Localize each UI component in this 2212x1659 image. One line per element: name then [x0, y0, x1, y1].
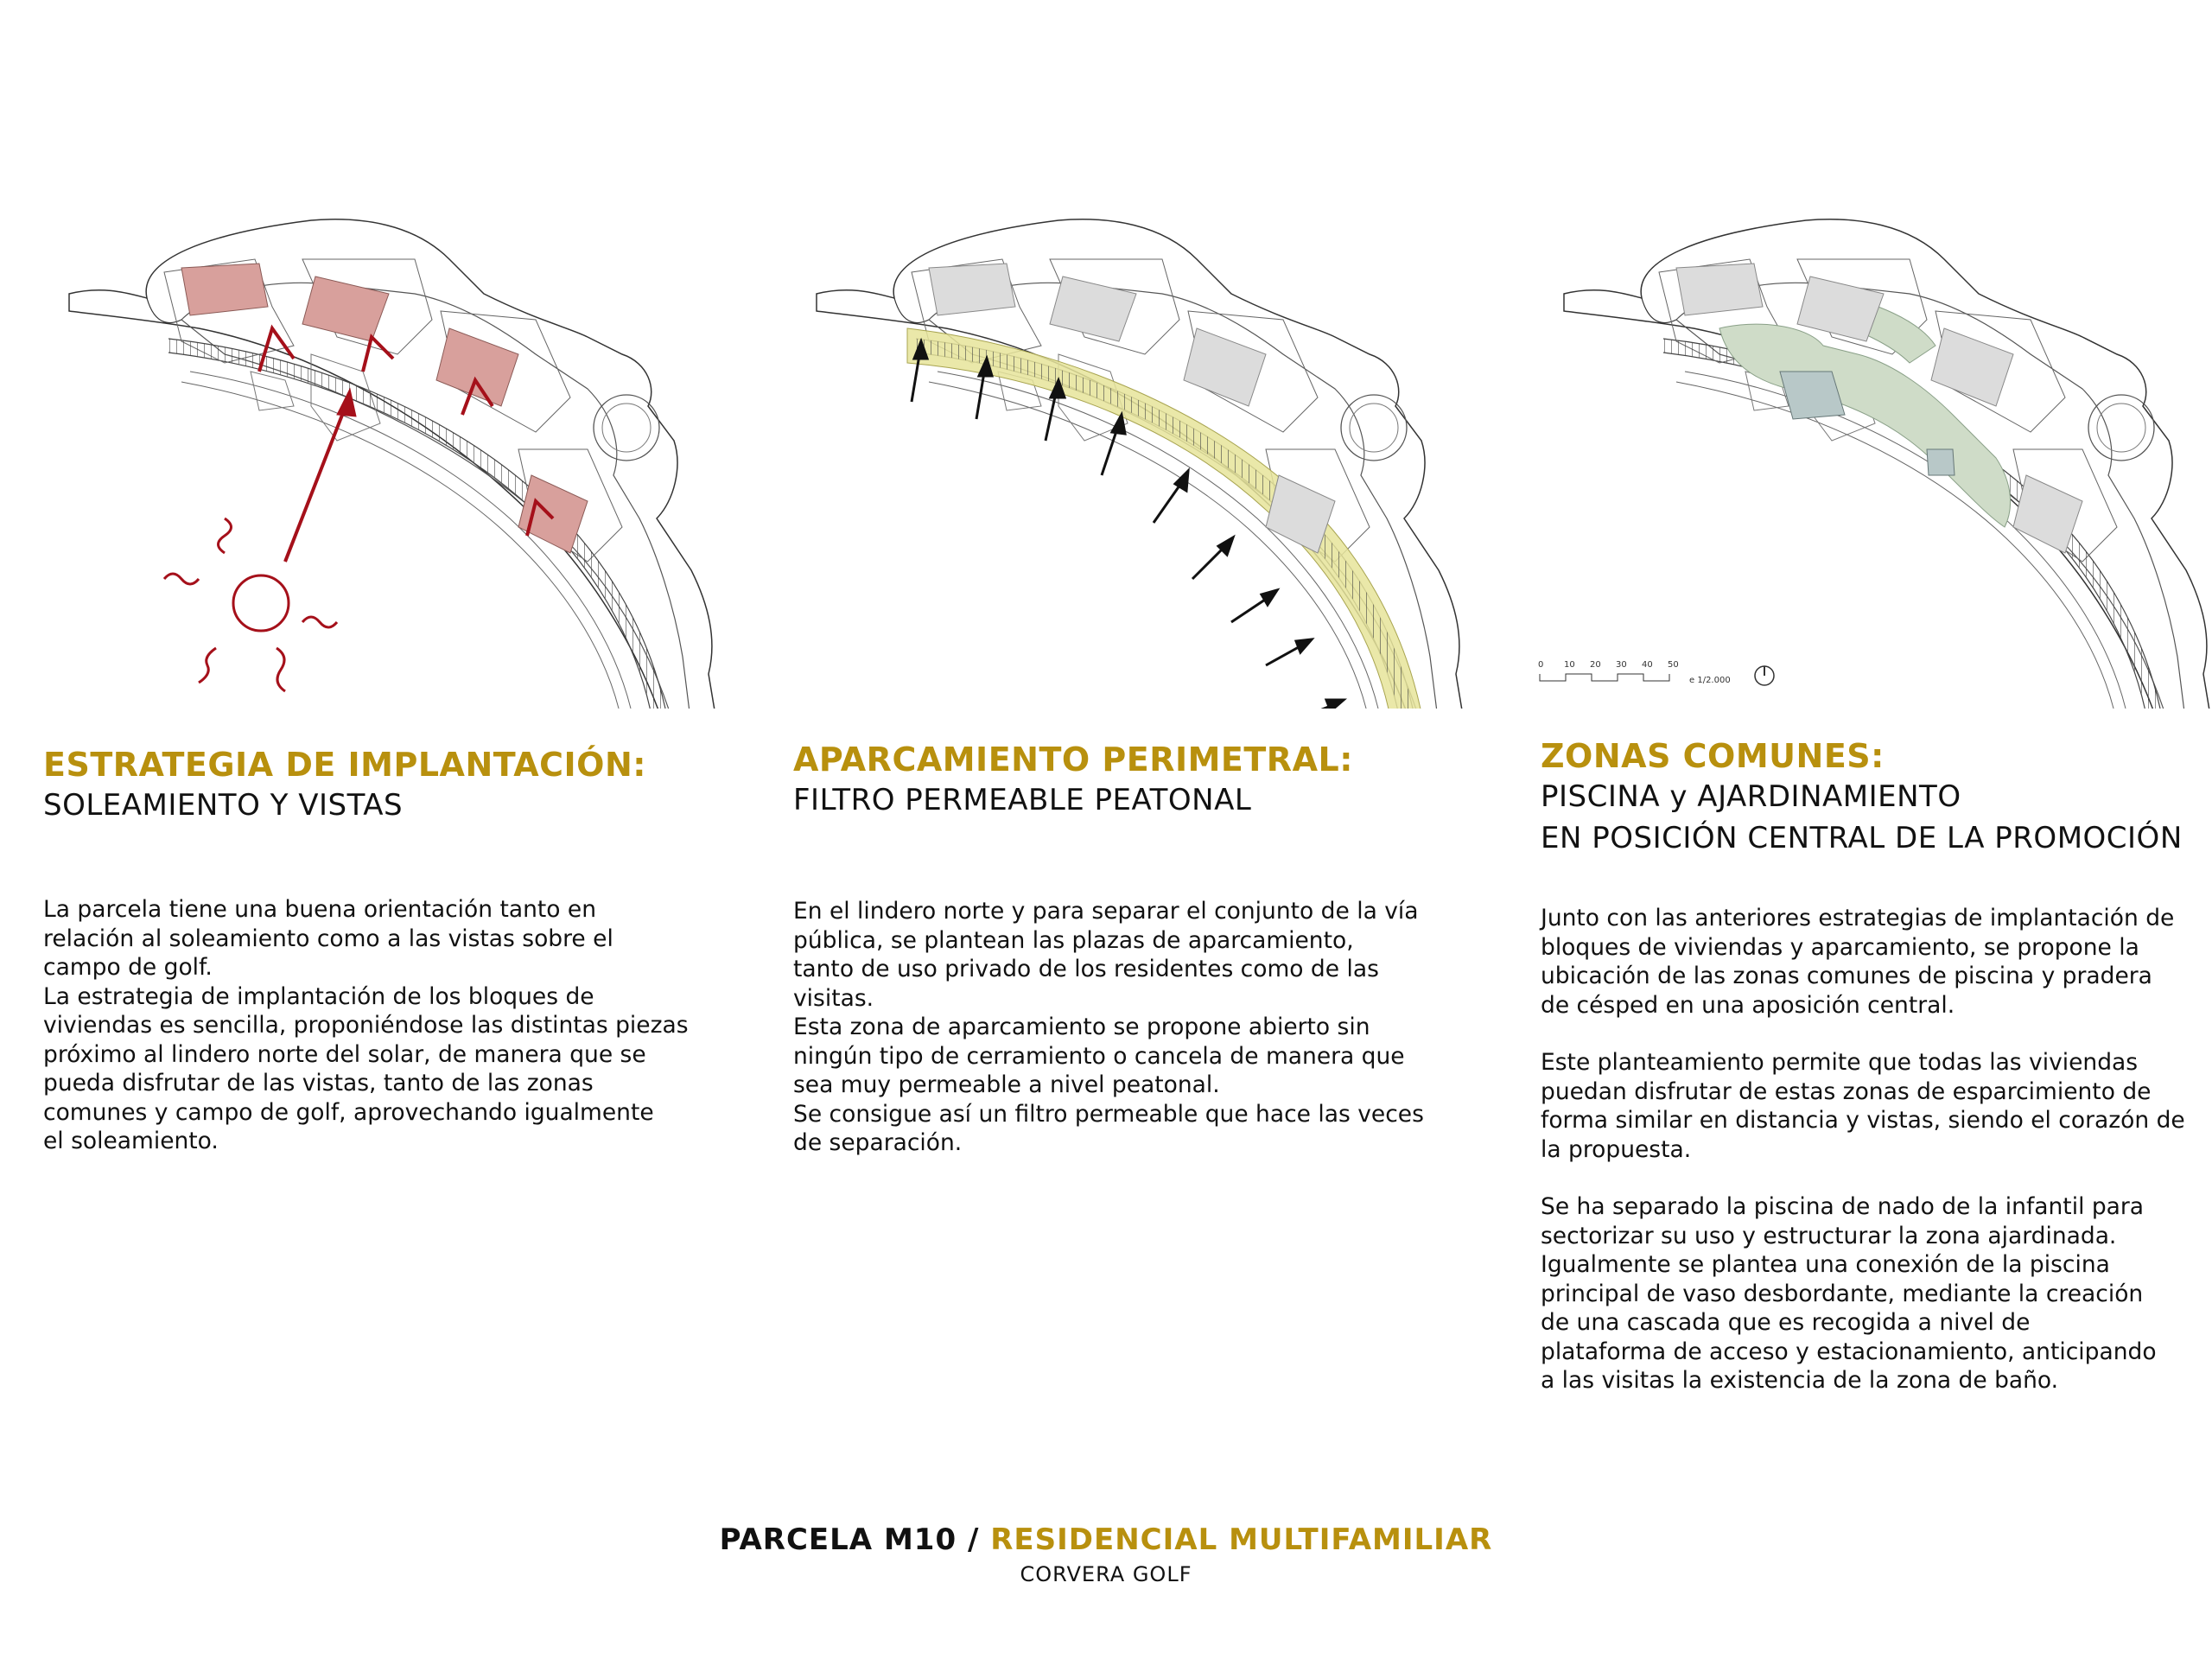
panel-2-text [793, 740, 1467, 1158]
panel-1-subtitle: SOLEAMIENTO Y VISTAS [43, 788, 404, 823]
footer-title [0, 1522, 2212, 1557]
footer [0, 1522, 2212, 1586]
scale-tick: 20 [1590, 660, 1601, 670]
scale-tick: 40 [1642, 660, 1653, 670]
sun-icon [164, 518, 337, 691]
panel-3-body: Junto con las anteriores estrategias de implantación de bloques de viviendas y aparcamiento, se propone la ubicación de las zonas comunes de piscina y pradera de césped en una aposición central. Este planteamiento permite que todas las viviendas puedan disfrutar de estas zonas de esparcimiento de forma similar en distancia y vistas, siendo el corazón de la propuesta. Se ha separado la piscina de nado de la infantil para sectorizar su uso y estructurar la zona ajardinada. Igualmente se plantea una conexión de la piscina principal de vaso desbordante, mediante la creación de una cascada que es recogida a nivel de plataforma de acceso y estacionamiento, anticipando a las visitas la existencia de la zona de baño. [1541, 905, 2185, 1394]
scale-tick: 50 [1668, 660, 1679, 670]
scale-tick: 30 [1616, 660, 1627, 670]
panel-1-text [43, 745, 717, 1156]
scale-tick: 10 [1564, 660, 1575, 670]
panel-1-title: ESTRATEGIA DE IMPLANTACIÓN: [43, 746, 646, 784]
north-arrow-icon [1755, 666, 1774, 685]
scale-tick: 0 [1538, 660, 1544, 670]
panel-3-subtitle-2: EN POSICIÓN CENTRAL DE LA PROMOCIÓN [1541, 821, 2183, 855]
scale-bar [1538, 657, 1780, 700]
footer-use: RESIDENCIAL MULTIFAMILIAR [990, 1522, 1493, 1557]
site-plan-soleamiento [35, 112, 717, 709]
scale-label: e 1/2.000 [1689, 676, 1731, 685]
panel-2-title: APARCAMIENTO PERIMETRAL: [793, 741, 1353, 779]
footer-place: CORVERA GOLF [1020, 1562, 1192, 1586]
panel-2-subtitle: FILTRO PERMEABLE PEATONAL [793, 783, 1252, 817]
footer-parcel: PARCELA M10 / [719, 1522, 991, 1557]
sun-arrow [285, 389, 356, 562]
panel-3-text [1541, 736, 2212, 1395]
site-plan-zonas-comunes [1529, 112, 2212, 709]
panel-3-title: ZONAS COMUNES: [1541, 737, 1885, 775]
panel-2-body: En el lindero norte y para separar el conjunto de la vía pública, se plantean las plazas de aparcamiento, tanto de uso privado de los residentes como de las visitas. Esta zona de aparcamiento se propone abierto sin ningún tipo de cerramiento o cancela de manera que sea muy permeable a nivel peatonal. Se consigue así un filtro permeable que hace las veces de separación. [793, 898, 1424, 1156]
panel-3-subtitle-1: PISCINA y AJARDINAMIENTO [1541, 779, 1961, 814]
site-plan-aparcamiento [782, 112, 1465, 709]
panel-1-body: La parcela tiene una buena orientación tanto en relación al soleamiento como a las vistas sobre el campo de golf. La estrategia de implantación de los bloques de viviendas es sencilla, proponiéndose las distintas piezas próximo al lindero norte del solar, de manera que se pueda disfrutar de las vistas, tanto de las zonas comunes y campo de golf, aprovechando igualmente el soleamiento. [43, 896, 689, 1154]
